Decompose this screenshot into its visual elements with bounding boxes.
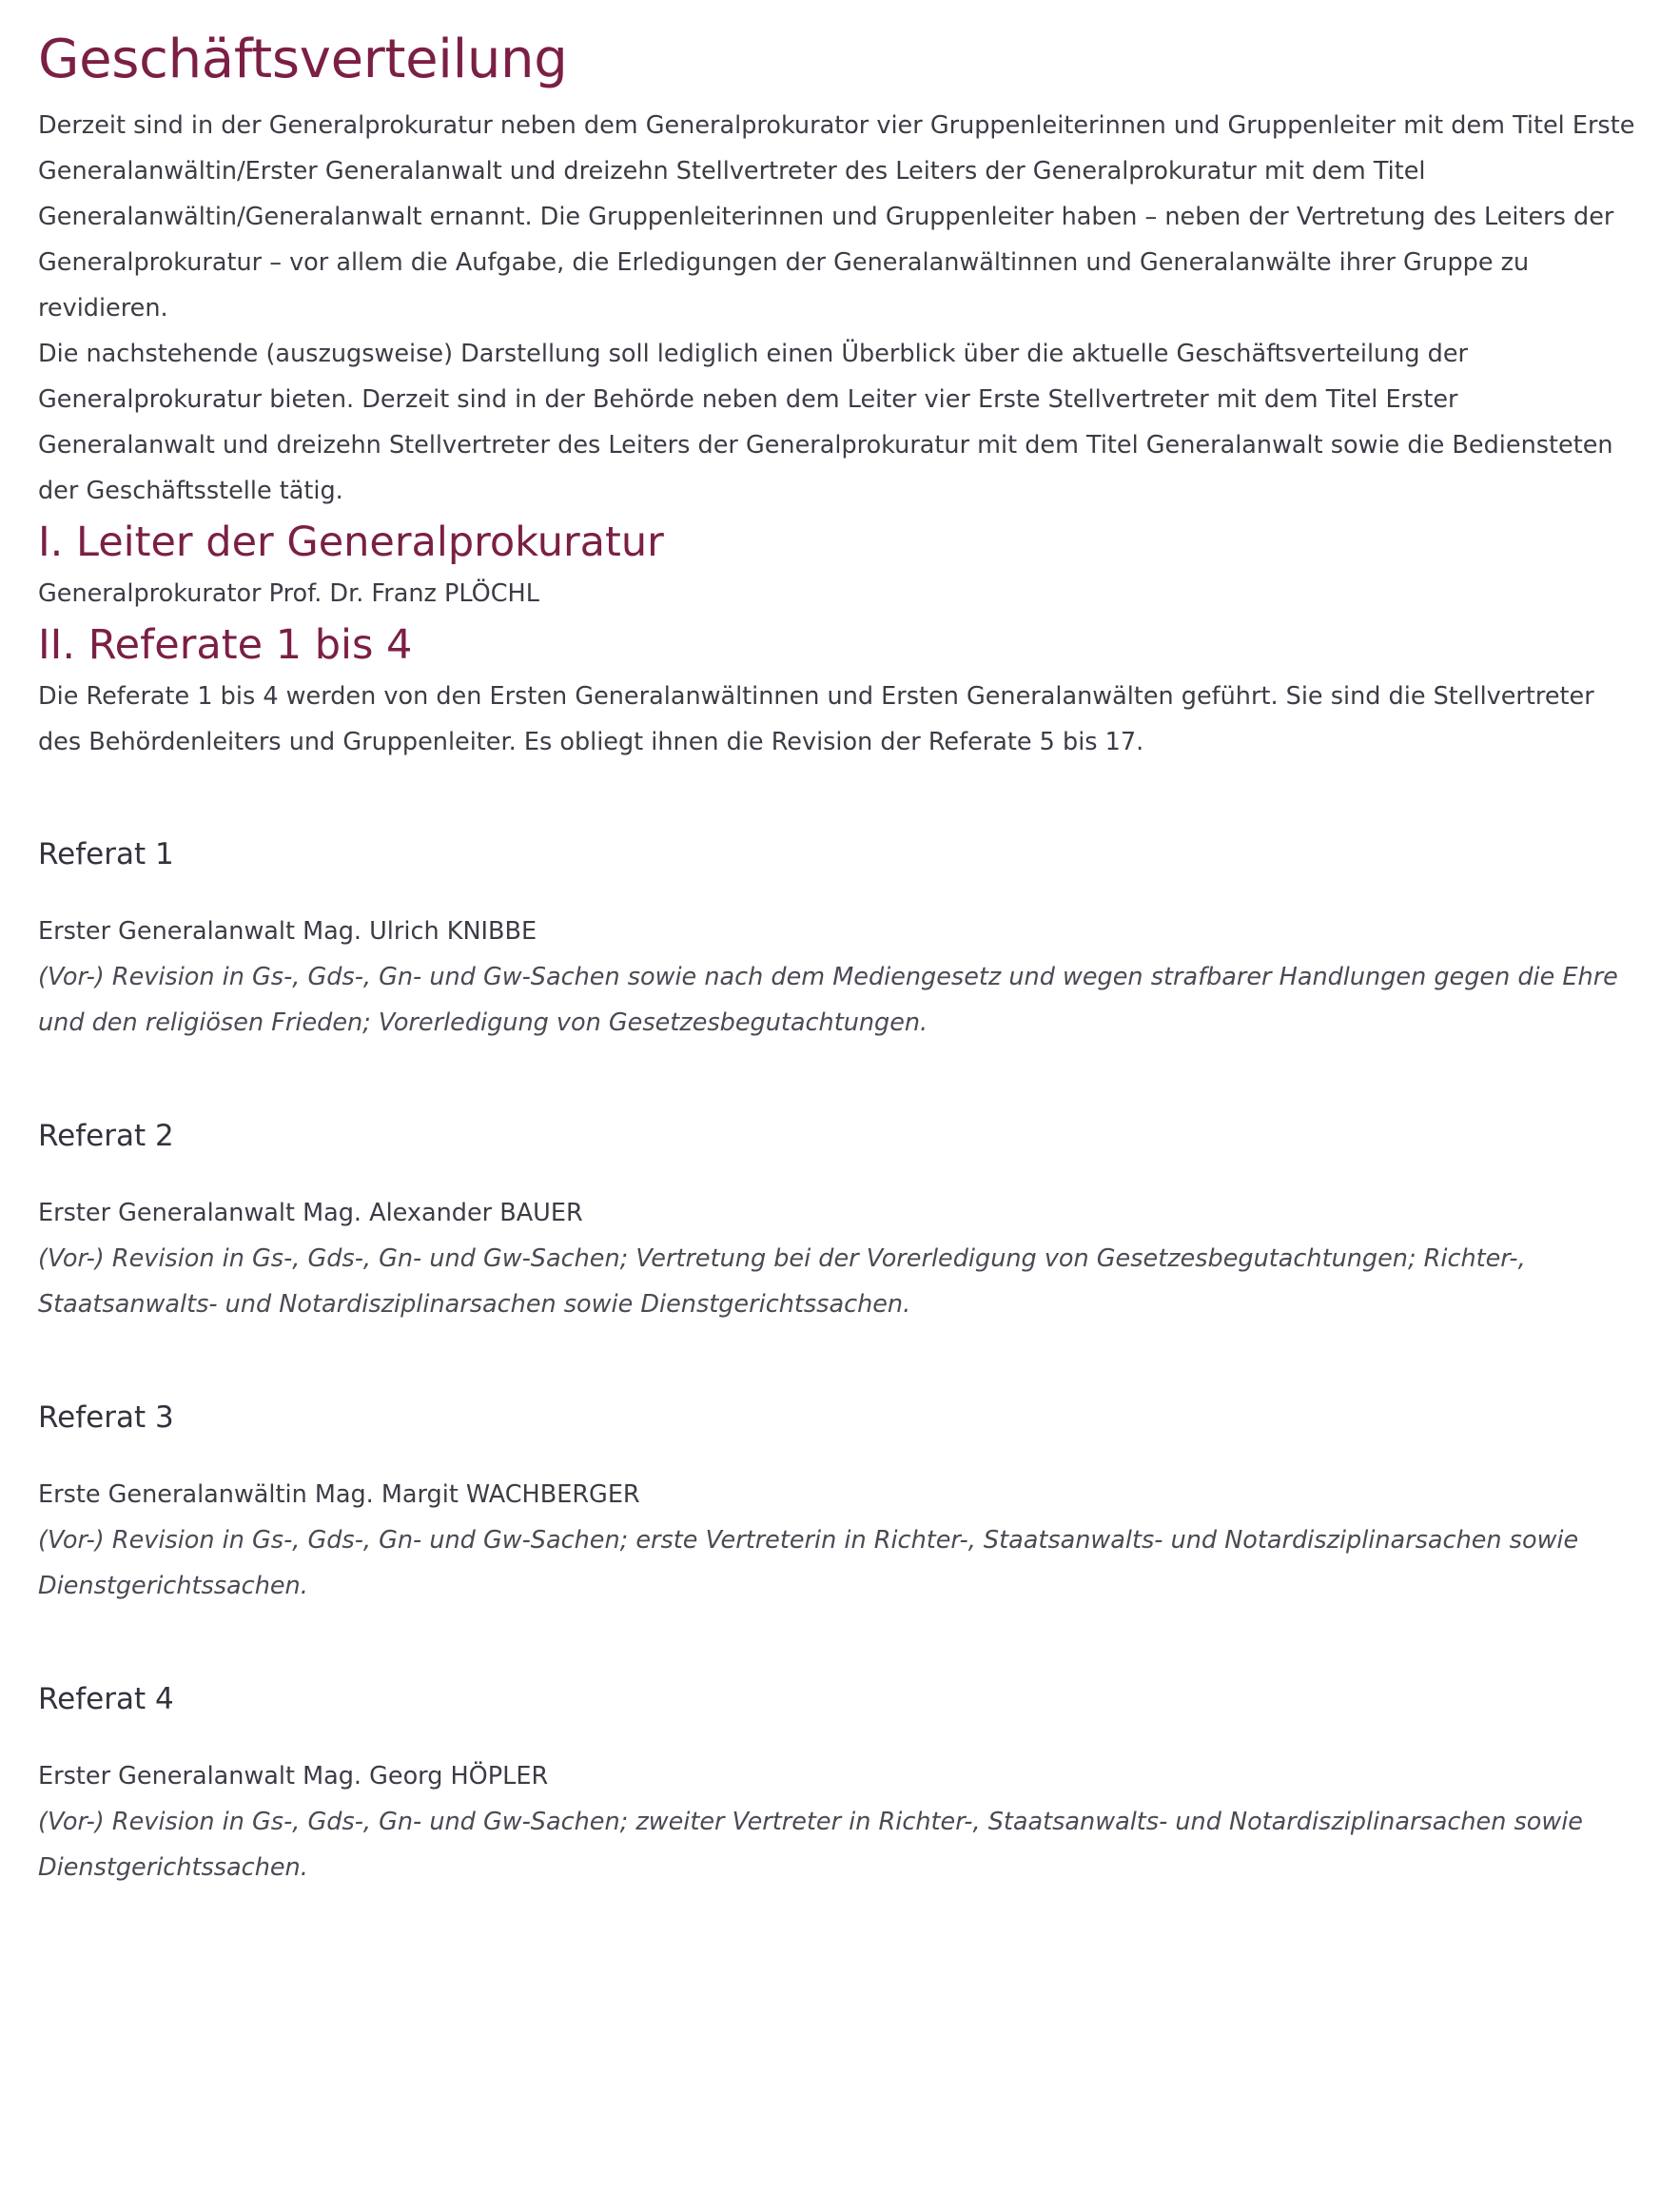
referat-1	[38, 833, 1642, 1046]
referat-person: Erster Generalanwalt Mag. Ulrich KNIBBE	[38, 917, 537, 946]
intro-paragraph-1: Derzeit sind in der Generalprokuratur neben dem Generalprokurator vier Gruppenleiterinnen und Gruppenleiter mit dem Titel Erste Generalanwältin/Erster Generalanwalt und dreizehn Stellvertreter des Leiters der Generalprokuratur mit dem Titel Generalanwältin/Generalanwalt ernannt. Die Gruppenleiterinnen und Gruppenleiter haben – neben der Vertretung des Leiters der Generalprokuratur – vor allem die Aufgabe, die Erledigungen der Generalanwältinnen und Generalanwälte ihrer Gruppe zu revidieren.	[38, 111, 1635, 323]
referat-2	[38, 1115, 1642, 1327]
referat-description: (Vor-) Revision in Gs-, Gds-, Gn- und Gw-Sachen sowie nach dem Mediengesetz und wegen strafbarer Handlungen gegen die Ehre und den religiösen Frieden; Vorerledigung von Gesetzesbegutachtungen.	[38, 963, 1618, 1037]
referat-3	[38, 1397, 1642, 1609]
referat-heading: Referat 4	[38, 1682, 174, 1716]
referat-heading: Referat 1	[38, 837, 174, 871]
referat-4	[38, 1678, 1642, 1890]
referat-heading: Referat 3	[38, 1400, 174, 1435]
referat-description: (Vor-) Revision in Gs-, Gds-, Gn- und Gw-Sachen; Vertretung bei der Vorerledigung von Gesetzesbegutachtungen; Richter-, Staatsanwalts- und Notardisziplinarsachen sowie Dienstgerichtssachen.	[38, 1244, 1526, 1319]
page-title: Geschäftsverteilung	[38, 29, 568, 90]
referate-intro: Die Referate 1 bis 4 werden von den Ersten Generalanwältinnen und Ersten Generalanwälten geführt. Sie sind die Stellvertreter des Behördenleiters und Gruppenleiter. Es obliegt ihnen die Revision der Referate 5 bis 17.	[38, 682, 1594, 756]
referat-description: (Vor-) Revision in Gs-, Gds-, Gn- und Gw-Sachen; erste Vertreterin in Richter-, Staatsanwalts- und Notardisziplinarsachen sowie Dienstgerichtssachen.	[38, 1526, 1579, 1600]
referat-person: Erster Generalanwalt Mag. Georg HÖPLER	[38, 1762, 549, 1791]
intro-paragraph-2: Die nachstehende (auszugsweise) Darstellung soll lediglich einen Überblick über die aktuelle Geschäftsverteilung der Generalprokuratur bieten. Derzeit sind in der Behörde neben dem Leiter vier Erste Stellvertreter mit dem Titel Erster Generalanwalt und dreizehn Stellvertreter des Leiters der Generalprokuratur mit dem Titel Generalanwalt sowie die Bediensteten der Geschäftsstelle tätig.	[38, 340, 1613, 505]
section-heading-referate: II. Referate 1 bis 4	[38, 621, 413, 669]
section-referate	[38, 616, 1642, 1890]
leiter-text: Generalprokurator Prof. Dr. Franz PLÖCHL	[38, 579, 539, 608]
referat-person: Erster Generalanwalt Mag. Alexander BAUER	[38, 1199, 583, 1227]
section-leiter	[38, 514, 1642, 616]
referat-person: Erste Generalanwältin Mag. Margit WACHBERGER	[38, 1480, 640, 1509]
referat-heading: Referat 2	[38, 1119, 174, 1153]
section-heading-leiter: I. Leiter der Generalprokuratur	[38, 519, 664, 566]
referat-description: (Vor-) Revision in Gs-, Gds-, Gn- und Gw-Sachen; zweiter Vertreter in Richter-, Staatsanwalts- und Notardisziplinarsachen sowie Dienstgerichtssachen.	[38, 1808, 1583, 1882]
